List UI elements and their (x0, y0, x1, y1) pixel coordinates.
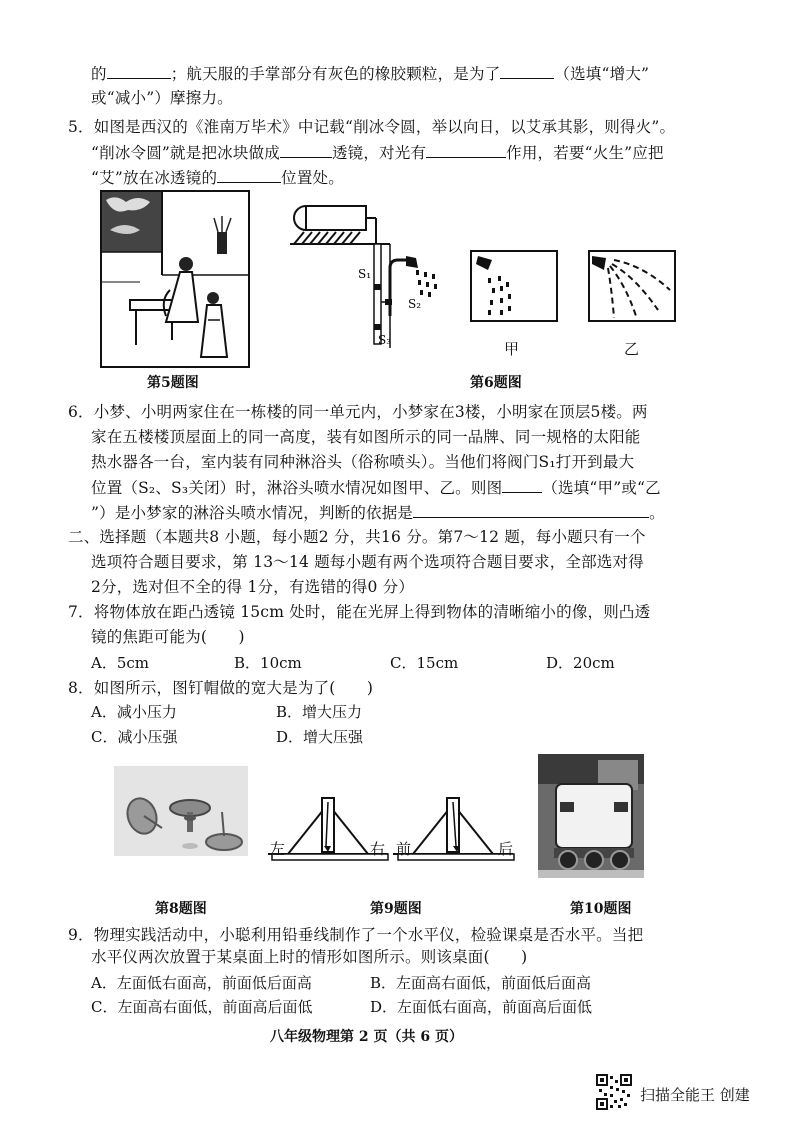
q6-line5 (91, 501, 665, 524)
q9-label-right: 右 (370, 840, 386, 858)
q9-line1: 9．物理实践活动中，小聪利用铅垂线制作了一个水平仪，检验课桌是否水平。当把 (68, 926, 644, 944)
q5-line2 (91, 141, 664, 164)
answer-blank[interactable] (500, 62, 554, 79)
qr-code-icon (596, 1074, 632, 1110)
q6-line2: 家在五楼楼顶屋面上的同一高度，装有如图所示的同一品牌、同一规格的太阳能 (91, 428, 641, 446)
text: 位置（S₂、S₃关闭）时，淋浴头喷水情况如图甲、乙。则图 (91, 479, 503, 497)
q9-level-diagram (268, 794, 518, 874)
q9-option-c[interactable]: C．左面高右面低，前面高后面低 (91, 998, 313, 1016)
text: ；航天服的手掌部分有灰色的橡胶颗粒，是为了 (170, 65, 501, 83)
q5-line3 (91, 166, 344, 189)
q6-label-jia: 甲 (504, 340, 520, 358)
q8-thumbtacks-photo (114, 766, 248, 856)
q8-option-d[interactable]: D．增大压强 (276, 728, 364, 746)
q9-label-back: 后 (498, 840, 514, 858)
section2-line2: 选项符合题目要求，第 13～14 题每小题有两个选项符合题目要求，全部选对得 (91, 553, 644, 571)
section2-line3: 2分，选对但不全的得 1分，有选错的得0 分） (91, 578, 415, 596)
section2-line1: 二、选择题（本题共8 小题，每小题2 分，共16 分。第7～12 题，每小题只有一个 (68, 528, 646, 546)
valve-s2-label: S₂ (408, 297, 422, 311)
q5-ancient-illustration (100, 190, 250, 368)
q6-solar-heater-diagram (290, 196, 440, 348)
answer-blank[interactable] (217, 166, 281, 183)
q4-line1 (91, 62, 649, 85)
valve-s3-label: S₃ (378, 333, 392, 347)
text: “削冰令圆”就是把冰块做成 (91, 144, 280, 162)
q7-option-c[interactable]: C．15cm (390, 654, 459, 672)
q4-line2: 或“减小”）摩擦力。 (91, 89, 233, 107)
q7-line1: 7．将物体放在距凸透镜 15cm 处时，能在光屏上得到物体的清晰缩小的像，则凸透 (68, 603, 651, 621)
q8-line1: 8．如图所示，图钉帽做的宽大是为了( ) (68, 679, 374, 697)
q9-line2: 水平仪两次放置于某桌面上时的情形如图所示。则该桌面( ) (91, 948, 528, 966)
q9-option-a[interactable]: A．左面低右面高，前面低后面高 (91, 974, 312, 992)
text: （选填“增大” (554, 65, 650, 83)
q6-spray-jia (470, 250, 558, 322)
answer-blank[interactable] (502, 476, 542, 493)
text: 的 (91, 65, 107, 83)
q9-label-left: 左 (270, 840, 286, 858)
q9-option-b[interactable]: B．左面高右面低，前面低后面高 (370, 974, 592, 992)
q6-label-yi: 乙 (624, 340, 640, 358)
text: 透镜，对光有 (331, 144, 427, 162)
q8-option-a[interactable]: A．减小压力 (91, 703, 177, 721)
text: “艾”放在冰透镜的 (91, 169, 218, 187)
answer-blank[interactable] (107, 62, 171, 79)
q8-option-c[interactable]: C．减小压强 (91, 728, 178, 746)
text: 。 (649, 504, 665, 522)
answer-blank[interactable] (426, 141, 506, 158)
q9-caption: 第9题图 (370, 901, 422, 917)
q6-line1: 6．小梦、小明两家住在一栋楼的同一单元内，小梦家在3楼，小明家在顶层5楼。两 (68, 403, 648, 421)
q7-option-a[interactable]: A．5cm (91, 654, 150, 672)
page-footer: 八年级物理第 2 页（共 6 页） (270, 1029, 463, 1045)
text: （选填“甲”或“乙 (542, 479, 661, 497)
q5-caption: 第5题图 (147, 375, 199, 391)
q9-label-front: 前 (396, 840, 412, 858)
q5-line1: 5．如图是西汉的《淮南万毕术》中记载“削冰令圆，举以向日，以艾承其影，则得火”。 (68, 118, 676, 136)
text: 位置处。 (281, 169, 344, 187)
q6-line3: 热水器各一台，室内装有同种淋浴头（俗称喷头）。当他们将阀门S₁打开到最大 (91, 453, 635, 471)
answer-blank[interactable] (280, 141, 332, 158)
q7-option-b[interactable]: B．10cm (234, 654, 302, 672)
q6-spray-yi (588, 250, 676, 322)
q10-caption: 第10题图 (570, 901, 632, 917)
answer-blank[interactable] (413, 501, 649, 518)
q7-line2: 镜的焦距可能为( ) (91, 628, 245, 646)
text: 作用，若要“火生”应把 (506, 144, 664, 162)
q7-option-d[interactable]: D．20cm (546, 654, 615, 672)
valve-s1-label: S₁ (358, 267, 372, 281)
q8-caption: 第8题图 (155, 901, 207, 917)
q10-robot-photo (538, 754, 644, 878)
q9-option-d[interactable]: D．左面低右面高，前面高后面低 (370, 998, 593, 1016)
q8-option-b[interactable]: B．增大压力 (276, 703, 363, 721)
watermark-text: 扫描全能王 创建 (640, 1086, 750, 1104)
text: ”）是小梦家的淋浴头喷水情况，判断的依据是 (91, 504, 414, 522)
q6-caption: 第6题图 (470, 375, 522, 391)
q6-line4 (91, 476, 661, 499)
